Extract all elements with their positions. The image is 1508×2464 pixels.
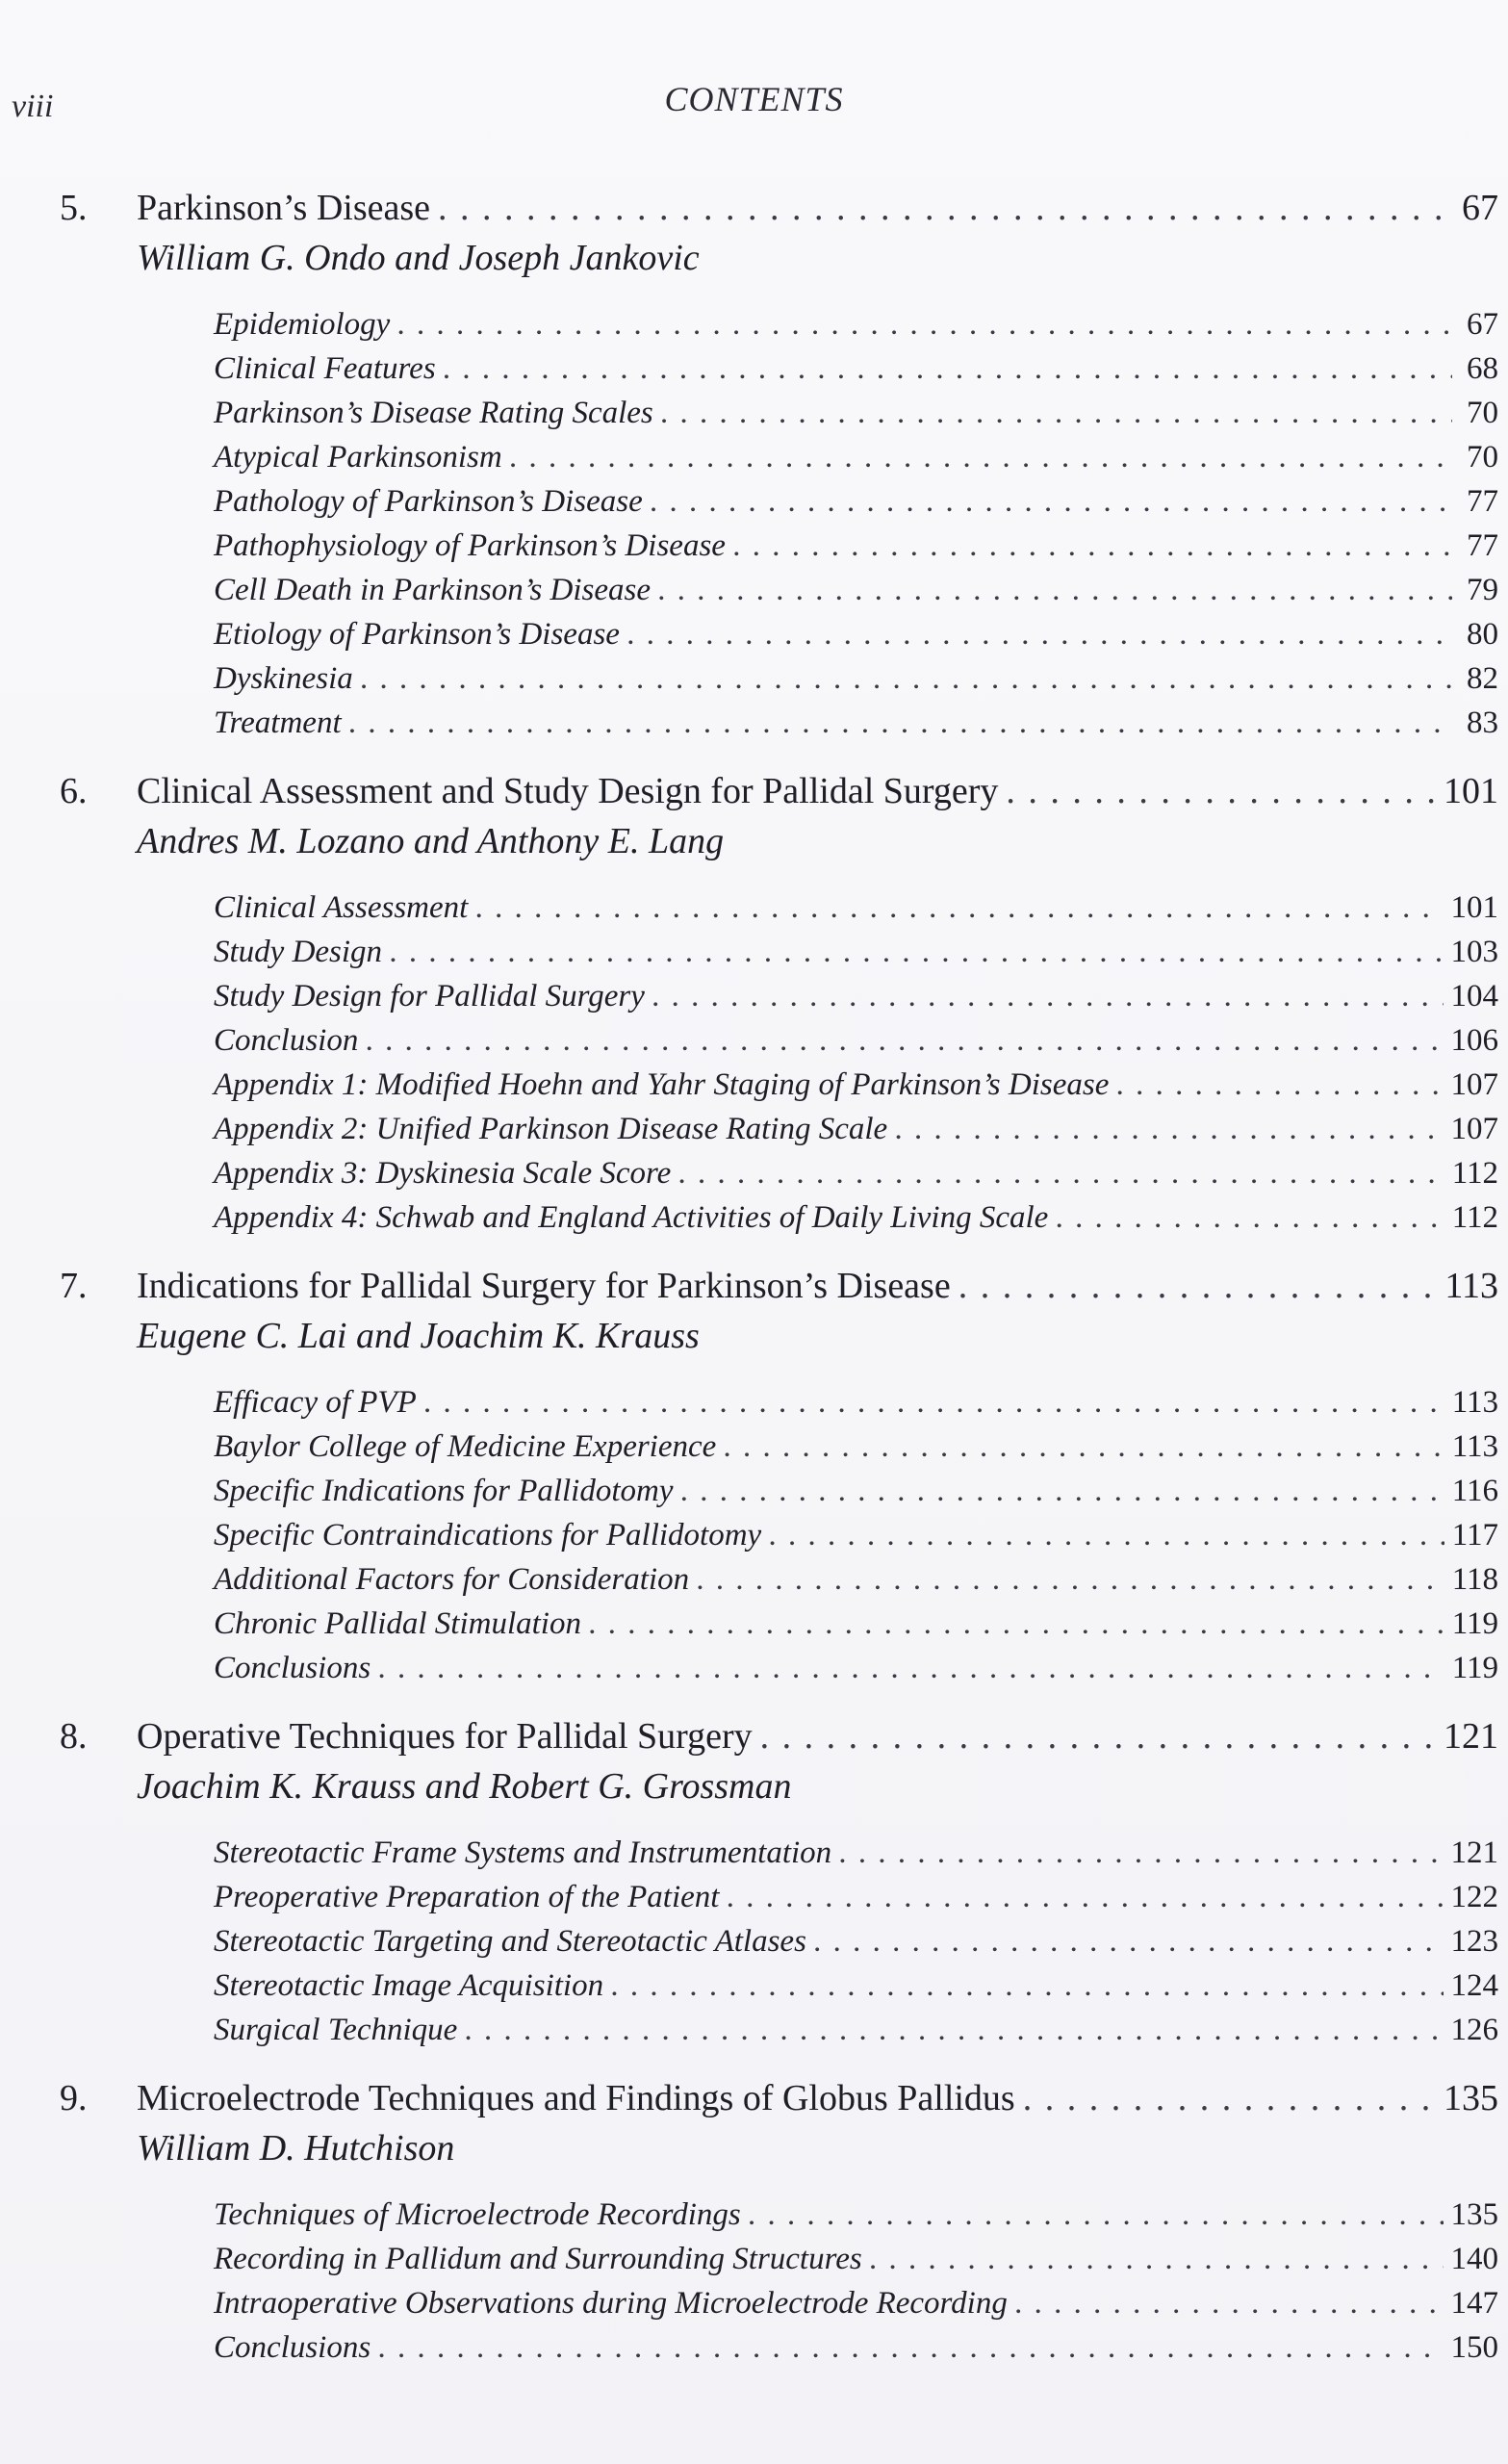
section-title: Efficacy of PVP: [214, 1385, 417, 1420]
section-entry[interactable]: [214, 886, 1498, 930]
section-title: Specific Contraindications for Pallidotomy: [214, 1518, 762, 1553]
dot-leader: [661, 391, 1452, 435]
dot-leader: [1116, 1063, 1443, 1107]
section-page-number: 106: [1450, 1023, 1498, 1058]
section-entry[interactable]: [214, 1151, 1498, 1195]
table-of-contents: [60, 183, 1498, 2391]
section-title: Appendix 1: Modified Hoehn and Yahr Staging of Parkinson’s Disease: [214, 1067, 1110, 1102]
chapter-number: 7.: [60, 1266, 88, 1306]
chapter-number: 8.: [60, 1716, 88, 1757]
dot-leader: [397, 302, 1452, 346]
section-list: [60, 1380, 1498, 1690]
chapter-page-number: 101: [1444, 771, 1498, 811]
chapter-entry[interactable]: [60, 2073, 1498, 2123]
chapter-page-number: 121: [1444, 1716, 1498, 1757]
dot-leader: [361, 656, 1452, 701]
section-entry[interactable]: [214, 612, 1498, 656]
chapter-authors: Eugene C. Lai and Joachim K. Krauss: [137, 1316, 700, 1356]
chapter-page-number: 135: [1444, 2078, 1498, 2118]
section-page-number: 123: [1450, 1924, 1498, 1959]
section-page-number: 119: [1451, 1606, 1498, 1641]
section-title: Recording in Pallidum and Surrounding Structures: [214, 2242, 862, 2276]
section-entry[interactable]: [214, 1018, 1498, 1063]
dot-leader: [727, 1875, 1443, 1919]
dot-leader: [366, 1018, 1443, 1063]
chapter-entry[interactable]: [60, 1711, 1498, 1761]
section-page-number: 135: [1450, 2197, 1498, 2232]
section-entry[interactable]: [214, 2193, 1498, 2237]
section-entry[interactable]: [214, 1831, 1498, 1875]
section-entry[interactable]: [214, 1063, 1498, 1107]
dot-leader: [678, 1151, 1444, 1195]
section-page-number: 147: [1450, 2286, 1498, 2321]
chapter-page-number: 67: [1462, 188, 1498, 228]
dot-leader: [378, 2325, 1443, 2370]
section-title: Epidemiology: [214, 307, 391, 342]
section-title: Surgical Technique: [214, 2013, 458, 2047]
section-entry[interactable]: [214, 435, 1498, 479]
section-page-number: 103: [1450, 935, 1498, 969]
section-entry[interactable]: [214, 656, 1498, 701]
section-page-number: 77: [1467, 528, 1498, 563]
section-page-number: 70: [1467, 396, 1498, 430]
section-entry[interactable]: [214, 1513, 1498, 1557]
section-entry[interactable]: [214, 974, 1498, 1018]
dot-leader: [958, 1261, 1438, 1311]
section-page-number: 107: [1450, 1067, 1498, 1102]
chapter-title: Microelectrode Techniques and Findings of Globus Pallidus: [137, 2078, 1015, 2118]
section-entry[interactable]: [214, 1919, 1498, 1964]
section-title: Baylor College of Medicine Experience: [214, 1429, 717, 1464]
section-title: Specific Indications for Pallidotomy: [214, 1474, 674, 1508]
section-page-number: 68: [1467, 351, 1498, 386]
chapter-number: 5.: [60, 188, 88, 228]
section-title: Treatment: [214, 706, 342, 740]
chapter-title: Operative Techniques for Pallidal Surgery: [137, 1716, 753, 1757]
section-entry[interactable]: [214, 1557, 1498, 1602]
dot-leader: [627, 612, 1452, 656]
section-page-number: 107: [1450, 1112, 1498, 1146]
dot-leader: [1006, 766, 1436, 816]
section-page-number: 82: [1467, 661, 1498, 696]
dot-leader: [769, 1513, 1444, 1557]
dot-leader: [1056, 1195, 1444, 1240]
section-title: Clinical Features: [214, 351, 436, 386]
section-entry[interactable]: [214, 1107, 1498, 1151]
section-title: Parkinson’s Disease Rating Scales: [214, 396, 653, 430]
section-page-number: 113: [1451, 1385, 1498, 1420]
section-title: Clinical Assessment: [214, 890, 469, 925]
section-page-number: 140: [1450, 2242, 1498, 2276]
section-entry[interactable]: [214, 1964, 1498, 2008]
dot-leader: [1015, 2281, 1444, 2325]
section-page-number: 104: [1450, 979, 1498, 1014]
dot-leader: [424, 1380, 1444, 1424]
section-entry[interactable]: [214, 930, 1498, 974]
section-page-number: 83: [1467, 706, 1498, 740]
chapter-block: [60, 1261, 1498, 1690]
chapter-authors: William D. Hutchison: [137, 2128, 455, 2169]
section-entry[interactable]: [214, 524, 1498, 568]
page-number: viii: [12, 89, 54, 124]
section-entry[interactable]: [214, 302, 1498, 346]
section-page-number: 112: [1451, 1156, 1498, 1191]
section-page-number: 126: [1450, 2013, 1498, 2047]
section-entry[interactable]: [214, 346, 1498, 391]
section-title: Stereotactic Targeting and Stereotactic Atlases: [214, 1924, 806, 1959]
chapter-title: Clinical Assessment and Study Design for Pallidal Surgery: [137, 771, 999, 811]
section-entry[interactable]: [214, 1424, 1498, 1469]
section-entry[interactable]: [214, 2281, 1498, 2325]
dot-leader: [1023, 2073, 1436, 2123]
section-title: Stereotactic Image Acquisition: [214, 1968, 604, 2003]
section-page-number: 112: [1451, 1200, 1498, 1235]
dot-leader: [839, 1831, 1443, 1875]
section-title: Additional Factors for Consideration: [214, 1562, 690, 1597]
dot-leader: [697, 1557, 1444, 1602]
section-page-number: 77: [1467, 484, 1498, 519]
chapter-block: [60, 2073, 1498, 2370]
section-title: Study Design for Pallidal Surgery: [214, 979, 645, 1014]
section-title: Study Design: [214, 935, 383, 969]
chapter-title: Parkinson’s Disease: [137, 188, 431, 228]
dot-leader: [814, 1919, 1444, 1964]
section-entry[interactable]: [214, 1875, 1498, 1919]
section-title: Pathology of Parkinson’s Disease: [214, 484, 643, 519]
chapter-block: [60, 183, 1498, 745]
chapter-entry[interactable]: [60, 766, 1498, 816]
section-entry[interactable]: [214, 2237, 1498, 2281]
section-page-number: 79: [1467, 573, 1498, 607]
section-page-number: 117: [1451, 1518, 1498, 1553]
section-page-number: 101: [1450, 890, 1498, 925]
dot-leader: [895, 1107, 1443, 1151]
section-list: [60, 2193, 1498, 2370]
section-title: Appendix 4: Schwab and England Activities of Daily Living Scale: [214, 1200, 1049, 1235]
chapter-page-number: 113: [1444, 1266, 1498, 1306]
section-title: Stereotactic Frame Systems and Instrumentation: [214, 1835, 832, 1870]
section-entry[interactable]: [214, 2325, 1498, 2370]
section-title: Pathophysiology of Parkinson’s Disease: [214, 528, 726, 563]
section-page-number: 119: [1451, 1651, 1498, 1685]
dot-leader: [465, 2008, 1443, 2052]
section-title: Intraoperative Observations during Microelectrode Recording: [214, 2286, 1008, 2321]
dot-leader: [733, 524, 1452, 568]
dot-leader: [651, 479, 1452, 524]
section-page-number: 122: [1450, 1880, 1498, 1914]
dot-leader: [510, 435, 1452, 479]
section-page-number: 121: [1450, 1835, 1498, 1870]
section-page-number: 80: [1467, 617, 1498, 652]
section-entry[interactable]: [214, 391, 1498, 435]
dot-leader: [652, 974, 1444, 1018]
dot-leader: [611, 1964, 1443, 2008]
chapter-authors: William G. Ondo and Joseph Jankovic: [137, 238, 700, 278]
section-title: Appendix 2: Unified Parkinson Disease Rating Scale: [214, 1112, 888, 1146]
section-title: Conclusions: [214, 2330, 371, 2365]
section-list: [60, 886, 1498, 1240]
section-title: Conclusions: [214, 1651, 371, 1685]
section-entry[interactable]: [214, 1380, 1498, 1424]
dot-leader: [760, 1711, 1436, 1761]
section-title: Atypical Parkinsonism: [214, 440, 502, 475]
dot-leader: [870, 2237, 1444, 2281]
chapter-number: 9.: [60, 2078, 88, 2118]
dot-leader: [475, 886, 1443, 930]
running-head: CONTENTS: [664, 80, 844, 118]
section-entry[interactable]: [214, 1646, 1498, 1690]
section-page-number: 67: [1467, 307, 1498, 342]
section-entry[interactable]: [214, 1469, 1498, 1513]
section-title: Preoperative Preparation of the Patient: [214, 1880, 720, 1914]
dot-leader: [589, 1602, 1444, 1646]
dot-leader: [390, 930, 1443, 974]
section-page-number: 70: [1467, 440, 1498, 475]
section-entry[interactable]: [214, 479, 1498, 524]
section-title: Techniques of Microelectrode Recordings: [214, 2197, 741, 2232]
section-title: Etiology of Parkinson’s Disease: [214, 617, 620, 652]
chapter-entry[interactable]: [60, 1261, 1498, 1311]
section-entry[interactable]: [214, 568, 1498, 612]
dot-leader: [438, 183, 1452, 233]
section-page-number: 116: [1451, 1474, 1498, 1508]
chapter-authors: Joachim K. Krauss and Robert G. Grossman: [137, 1766, 792, 1807]
section-title: Dyskinesia: [214, 661, 353, 696]
section-page-number: 113: [1451, 1429, 1498, 1464]
dot-leader: [444, 346, 1452, 391]
dot-leader: [349, 701, 1452, 745]
dot-leader: [378, 1646, 1444, 1690]
section-page-number: 150: [1450, 2330, 1498, 2365]
section-entry[interactable]: [214, 2008, 1498, 2052]
section-title: Chronic Pallidal Stimulation: [214, 1606, 581, 1641]
chapter-authors: Andres M. Lozano and Anthony E. Lang: [137, 821, 725, 861]
section-list: [60, 1831, 1498, 2052]
chapter-entry[interactable]: [60, 183, 1498, 233]
section-title: Conclusion: [214, 1023, 359, 1058]
section-page-number: 124: [1450, 1968, 1498, 2003]
chapter-block: [60, 1711, 1498, 2052]
section-title: Appendix 3: Dyskinesia Scale Score: [214, 1156, 672, 1191]
dot-leader: [749, 2193, 1444, 2237]
dot-leader: [681, 1469, 1444, 1513]
dot-leader: [658, 568, 1452, 612]
dot-leader: [724, 1424, 1444, 1469]
section-title: Cell Death in Parkinson’s Disease: [214, 573, 652, 607]
chapter-title: Indications for Pallidal Surgery for Parkinson’s Disease: [137, 1266, 951, 1306]
chapter-block: [60, 766, 1498, 1240]
section-entry[interactable]: [214, 701, 1498, 745]
section-list: [60, 302, 1498, 745]
chapter-number: 6.: [60, 771, 88, 811]
section-entry[interactable]: [214, 1602, 1498, 1646]
section-page-number: 118: [1451, 1562, 1498, 1597]
section-entry[interactable]: [214, 1195, 1498, 1240]
